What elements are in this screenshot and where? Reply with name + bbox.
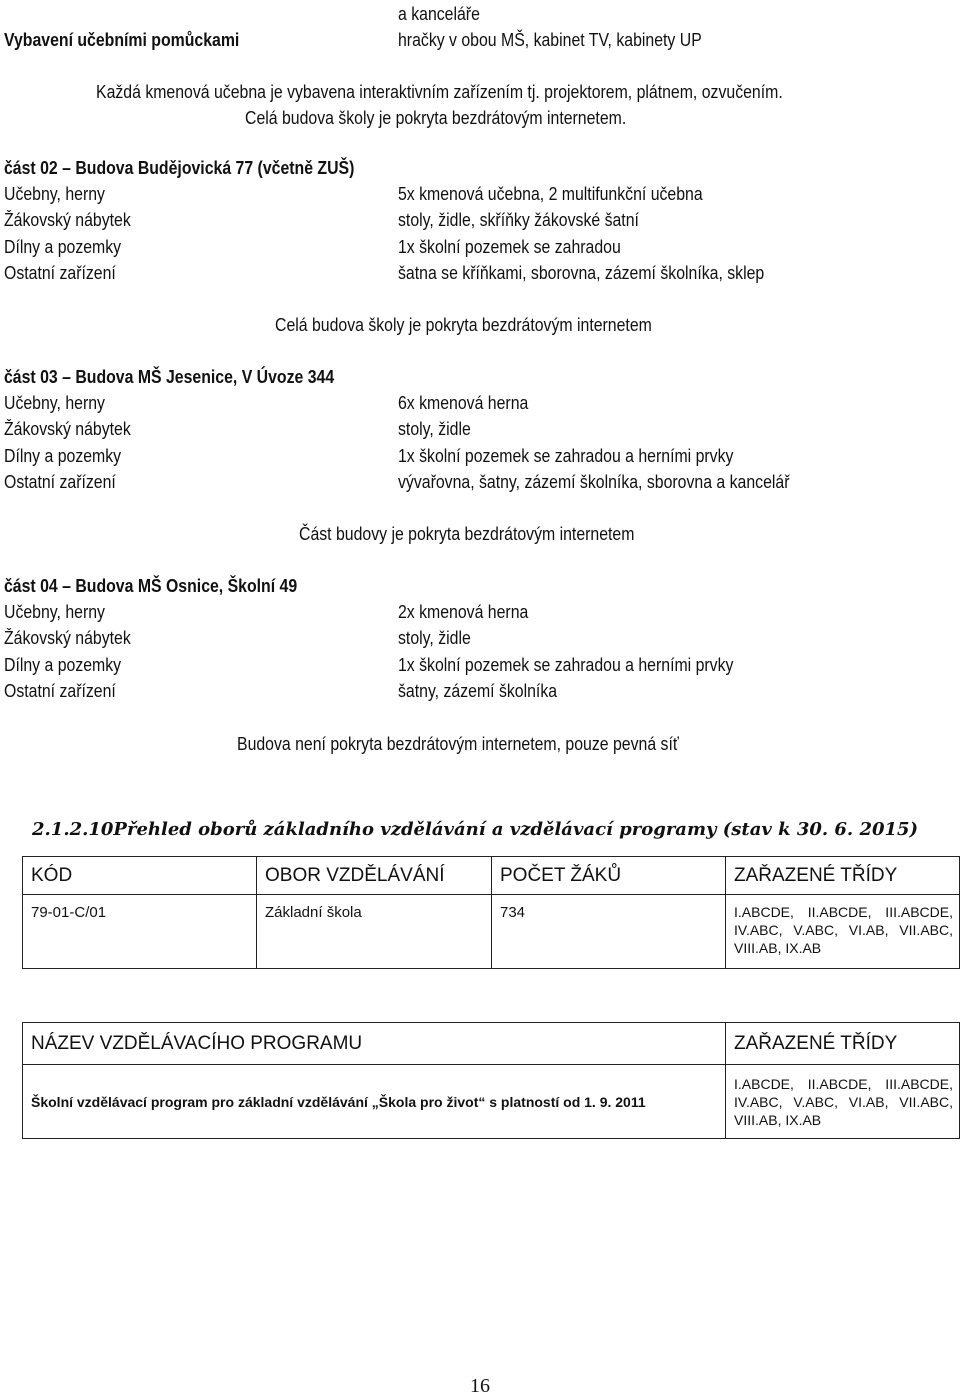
equipment-note-1: Každá kmenová učebna je vybavena interaktivním zařízením tj. projektorem, plátnem, ozvučením.: [96, 82, 783, 102]
part-02-note: Celá budova školy je pokryta bezdrátovým internetem: [275, 315, 652, 335]
table-header-classes: ZAŘAZENÉ TŘÍDY: [726, 857, 960, 895]
table-cell-classes: I.ABCDE, II.ABCDE, III.ABCDE, IV.ABC, V.ABC, VI.AB, VII.ABC, VIII.AB, IX.AB: [726, 1065, 960, 1139]
part-04-label: Žákovský nábytek: [4, 628, 131, 648]
table-cell-pupils: 734: [492, 895, 726, 969]
part-03-label: Dílny a pozemky: [4, 446, 122, 466]
table-cell-code: 79-01-C/01: [23, 895, 257, 969]
curriculum-table: [22, 1022, 960, 1139]
table-cell-field: Základní škola: [257, 895, 492, 969]
part-02-label: Ostatní zařízení: [4, 263, 116, 283]
part-04-value: stoly, židle: [398, 628, 471, 648]
part-03-label: Žákovský nábytek: [4, 419, 131, 439]
part-03-value: 1x školní pozemek se zahradou a herními prvky: [398, 446, 734, 466]
table-cell-classes: I.ABCDE, II.ABCDE, III.ABCDE, IV.ABC, V.ABC, VI.AB, VII.ABC, VIII.AB, IX.AB: [726, 895, 960, 969]
equipment-line-2: hračky v obou MŠ, kabinet TV, kabinety UP: [398, 30, 702, 50]
part-03-label: Učebny, herny: [4, 393, 105, 413]
table-header-classes: ZAŘAZENÉ TŘÍDY: [726, 1023, 960, 1065]
part-02-label: Dílny a pozemky: [4, 237, 122, 257]
table-header-field: OBOR VZDĚLÁVÁNÍ: [257, 857, 492, 895]
part-04-title: část 04 – Budova MŠ Osnice, Školní 49: [4, 576, 298, 596]
part-03-value: 6x kmenová herna: [398, 393, 529, 413]
programs-table: [22, 856, 960, 969]
part-04-value: 2x kmenová herna: [398, 602, 529, 622]
table-header-program: NÁZEV VZDĚLÁVACÍHO PROGRAMU: [23, 1023, 726, 1065]
part-02-value: stoly, židle, skříňky žákovské šatní: [398, 210, 639, 230]
part-02-value: 1x školní pozemek se zahradou: [398, 237, 621, 257]
part-03-label: Ostatní zařízení: [4, 472, 116, 492]
table-header-pupils: POČET ŽÁKŮ: [492, 857, 726, 895]
part-02-label: Učebny, herny: [4, 184, 105, 204]
part-03-title: část 03 – Budova MŠ Jesenice, V Úvoze 344: [4, 367, 335, 387]
part-04-label: Učebny, herny: [4, 602, 105, 622]
table-cell-program: Školní vzdělávací program pro základní vzdělávání „Škola pro život“ s platností od 1. 9. 2011: [23, 1065, 726, 1139]
part-02-value: 5x kmenová učebna, 2 multifunkční učebna: [398, 184, 703, 204]
part-04-value: 1x školní pozemek se zahradou a herními prvky: [398, 655, 734, 675]
part-04-value: šatny, zázemí školníka: [398, 681, 558, 701]
part-02-title: část 02 – Budova Budějovická 77 (včetně ZUŠ): [4, 158, 355, 178]
section-heading: 2.1.2.10Přehled oborů základního vzdělávání a vzdělávací programy (stav k 30. 6. 2015): [32, 819, 919, 840]
equipment-label: Vybavení učebními pomůckami: [4, 30, 240, 50]
equipment-line-1: a kanceláře: [398, 4, 480, 24]
part-03-value: vývařovna, šatny, zázemí školníka, sborovna a kancelář: [398, 472, 790, 492]
part-04-label: Dílny a pozemky: [4, 655, 122, 675]
table-header-code: KÓD: [23, 857, 257, 895]
part-02-value: šatna se kříňkami, sborovna, zázemí školníka, sklep: [398, 263, 765, 283]
equipment-note-2: Celá budova školy je pokryta bezdrátovým internetem.: [245, 108, 627, 128]
page-number: 16: [470, 1375, 490, 1397]
part-02-label: Žákovský nábytek: [4, 210, 131, 230]
part-04-label: Ostatní zařízení: [4, 681, 116, 701]
part-04-note: Budova není pokryta bezdrátovým internetem, pouze pevná síť: [237, 734, 679, 754]
part-03-note: Část budovy je pokryta bezdrátovým internetem: [299, 524, 635, 544]
part-03-value: stoly, židle: [398, 419, 471, 439]
